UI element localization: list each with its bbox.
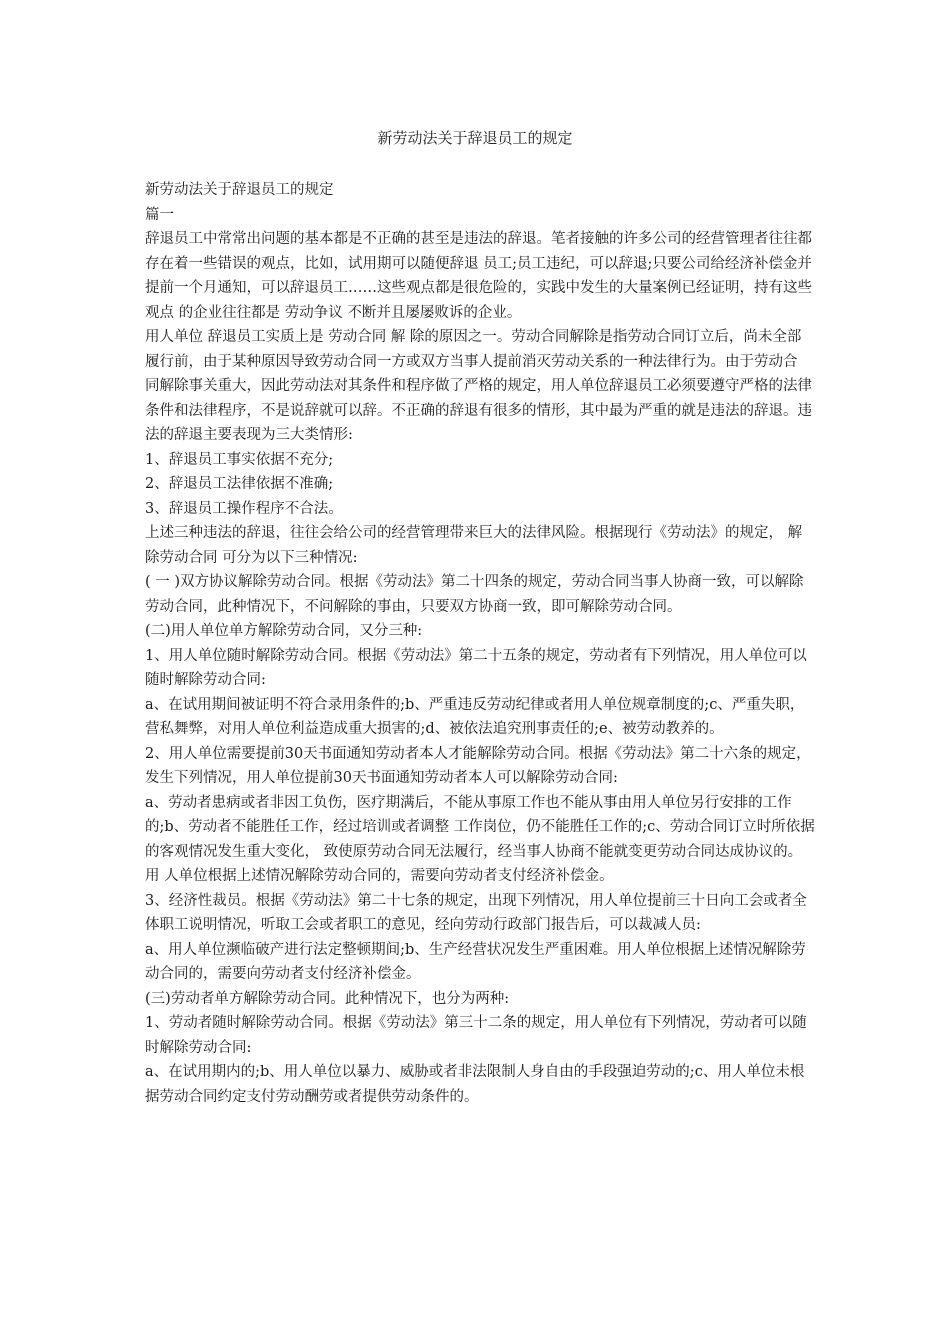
document-heading: 新劳动法关于辞退员工的规定 <box>145 182 334 198</box>
paragraph: 上述三种违法的辞退，往往会给公司的经营管理带来巨大的法律风险。根据现行《劳动法》的规定， 解除劳动合同 可分为以下三种情况: <box>145 525 803 566</box>
list-item: 2、辞退员工法律依据不准确; <box>145 476 334 492</box>
paragraph: (三)劳动者单方解除劳动合同。此种情况下，也分为两种: <box>145 990 510 1007</box>
paragraph: (二)用人单位单方解除劳动合同，又分三种: <box>145 623 423 639</box>
list-item: 3、辞退员工操作程序不合法。 <box>145 500 343 517</box>
paragraph: 2、用人单位需要提前30天书面通知劳动者本人才能解除劳动合同。根据《劳动法》第二十六条的规定，发生下列情况，用人单位提前30天书面通知劳动者本人可以解除劳动合同: <box>145 745 811 786</box>
document-title: 新劳动法关于辞退员工的规定 <box>377 129 573 147</box>
document-body <box>145 178 815 1109</box>
paragraph: ( 一 )双方协议解除劳动合同。根据《劳动法》第二十四条的规定，劳动合同当事人协商一致，可以解除劳动合同，此种情况下，不问解除的事由，只要双方协商一致，即可解除劳动合同。 <box>145 574 804 615</box>
paragraph: 辞退员工中常常出问题的基本都是不正确的甚至是违法的辞退。笔者接触的许多公司的经营管理者往往都存在着一些错误的观点，比如，试用期可以随便辞退 员工;员工违纪，可以辞退;只要公司给经济补偿金并提前一个月通知，可以辞退员工……这些观点都是很危险的，实践中发生的大量案例已经证明，持有这些观点 的企业往往都是 劳动争议 不断并且屡屡败诉的企业。 <box>145 231 812 321</box>
paragraph: 用人单位 辞退员工实质上是 劳动合同 解 除的原因之一。劳动合同解除是指劳动合同订立后，尚未全部履行前，由于某种原因导致劳动合同一方或双方当事人提前消灭劳动关系的一种法律行为。由于劳动合 同解除事关重大，因此劳动法对其条件和程序做了严格的规定，用人单位辞退员工必须要遵守严格的法律条件和法律程序，不是说辞就可以辞。不正确的辞退有很多的情形，其中最为严重的就是违法的辞退。违法的辞退主要表现为三大类情形: <box>145 329 812 443</box>
paragraph: a、劳动者患病或者非因工负伤，医疗期满后，不能从事原工作也不能从事由用人单位另行安排的工作的;b、劳动者不能胜任工作，经过培训或者调整 工作岗位，仍不能胜任工作的;c、劳动合同订立时所依据的客观情况发生重大变化， 致使原劳动合同无法履行，经当事人协商不能就变更劳动合同达成协议的。用 人单位根据上述情况解除劳动合同的，需要向劳动者支付经济补偿金。 <box>145 794 815 884</box>
paragraph: a、用人单位濒临破产进行法定整顿期间;b、生产经营状况发生严重困难。用人单位根据上述情况解除劳动合同的，需要向劳动者支付经济补偿金。 <box>145 941 806 982</box>
list-item: 1、辞退员工事实依据不充分; <box>145 451 334 468</box>
paragraph: a、在试用期间被证明不符合录用条件的;b、严重违反劳动纪律或者用人单位规章制度的;c、严重失职，营私舞弊，对用人单位利益造成重大损害的;d、被依法追究刑事责任的;e、被劳动教养的。 <box>145 696 805 737</box>
paragraph: a、在试用期内的;b、用人单位以暴力、威胁或者非法限制人身自由的手段强迫劳动的;c、用人单位未根据劳动合同约定支付劳动酬劳或者提供劳动条件的。 <box>145 1064 805 1105</box>
section-label: 篇一 <box>145 206 174 223</box>
paragraph: 1、劳动者随时解除劳动合同。根据《劳动法》第三十二条的规定，用人单位有下列情况，劳动者可以随时解除劳动合同: <box>145 1015 807 1056</box>
paragraph: 1、用人单位随时解除劳动合同。根据《劳动法》第二十五条的规定，劳动者有下列情况，用人单位可以随时解除劳动合同: <box>145 647 807 688</box>
paragraph: 3、经济性裁员。根据《劳动法》第二十七条的规定，出现下列情况，用人单位提前三十日向工会或者全体职工说明情况，听取工会或者职工的意见，经向劳动行政部门报告后，可以裁减人员: <box>145 892 807 933</box>
